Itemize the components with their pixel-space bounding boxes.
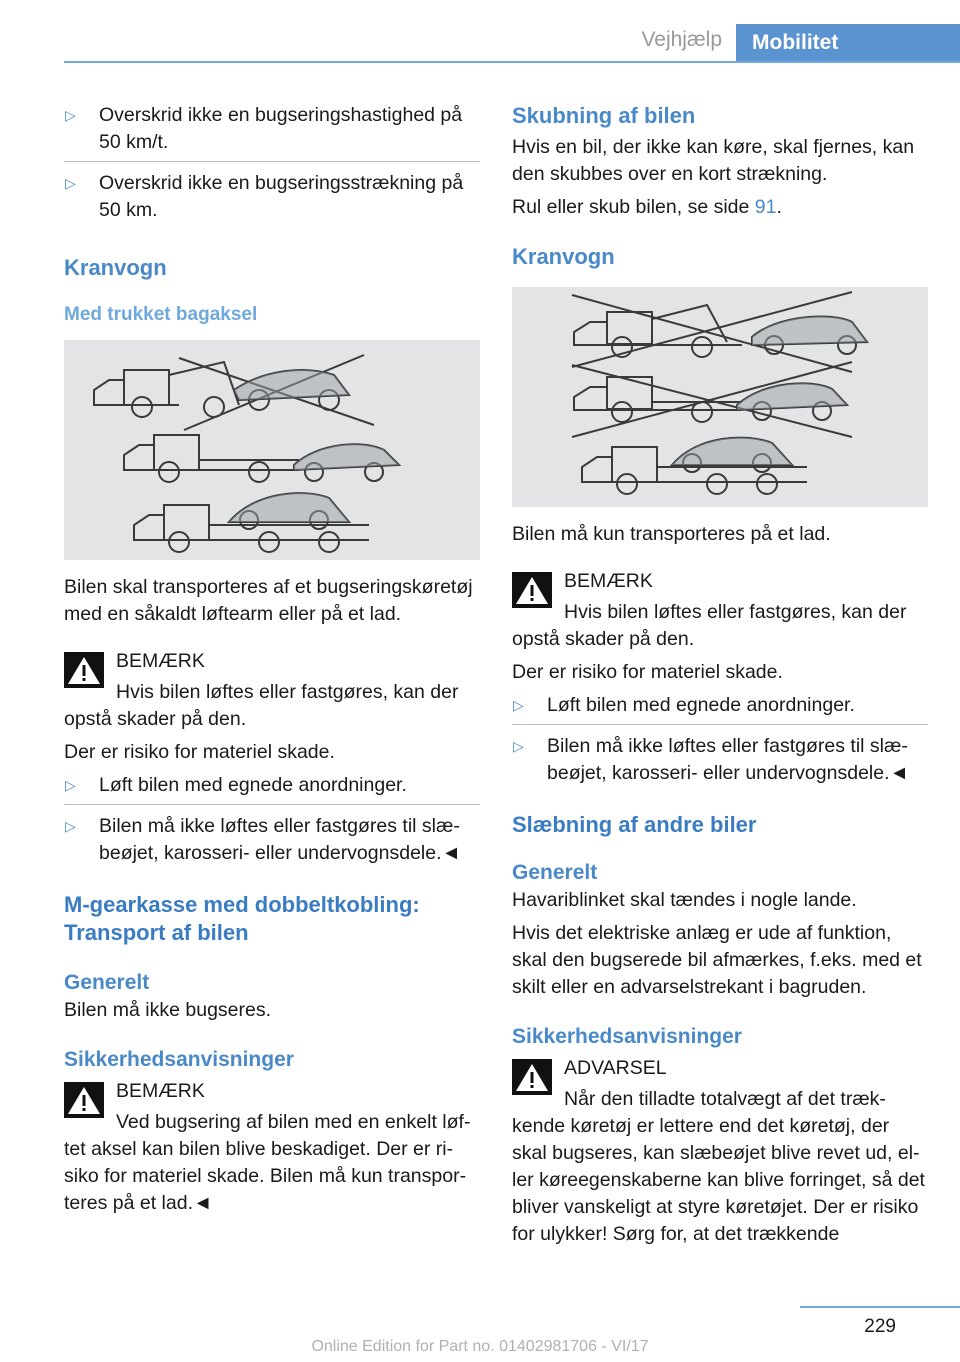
list-item: ▷ Bilen må ikke løftes eller fastgøres til slæbeøjet, karosseri- eller undervognsdele.◄ (513, 735, 909, 784)
tow-truck-drawing (64, 340, 480, 560)
right-column (512, 100, 928, 1248)
subsection-title: Med trukket bagaksel (64, 304, 258, 325)
warning-triangle-icon (64, 652, 104, 688)
body-text: Bilen må ikke bugseres. (64, 999, 272, 1021)
body-text: Havariblinket skal tændes i nogle lande. (512, 889, 857, 911)
list-item: ▷ Overskrid ikke en bugseringsstrækning på 50 km. (65, 172, 464, 221)
page-header (0, 24, 960, 62)
tow-truck-illustration (64, 340, 480, 560)
list-item: ▷ Bilen må ikke løftes eller fastgøres til slæbeøjet, karosseri- eller undervognsdele.◄ (65, 815, 461, 864)
chapter-tab-active[interactable]: Mobilitet (736, 24, 960, 62)
warning-triangle-icon (512, 572, 552, 608)
section-title: M-gearkasse med dobbeltkobling: Transport af bilen (64, 892, 420, 945)
subsection-title: Generelt (512, 861, 598, 884)
triangle-right-icon: ▷ (65, 777, 76, 793)
warning-box (512, 1055, 928, 1248)
header-rule (64, 61, 960, 63)
notice-text: Ved bugsering af bilen med en enkelt løftet aksel kan bilen blive beskadiget. Der er risiko for materiel skade. Bilen må kun transporteres på et lad.◄ (64, 1111, 471, 1214)
triangle-right-icon: ▷ (65, 175, 76, 191)
section-title: Skubning af bilen (512, 103, 696, 128)
page-link[interactable]: 91 (754, 196, 777, 218)
triangle-right-icon: ▷ (65, 818, 76, 834)
figure-caption: Bilen skal transporteres af et bugseringskøretøj med en såkaldt løftearm eller på et lad. (64, 576, 473, 625)
triangle-right-icon: ▷ (65, 107, 76, 123)
left-column (64, 100, 480, 1217)
notice-box (64, 1078, 480, 1217)
notice-label: BEMÆRK (116, 1080, 205, 1102)
section-title: Slæbning af andre biler (512, 812, 757, 837)
notice-box (512, 568, 928, 653)
edition-footer: Online Edition for Part no. 01402981706 - VI/17 (311, 1338, 649, 1355)
notice-box (64, 648, 480, 733)
list-item: ▷ Løft bilen med egnede anordninger. (512, 692, 928, 725)
flatbed-truck-illustration (512, 287, 928, 507)
section-title: Kranvogn (512, 244, 615, 269)
subsection-title: Sikkerhedsanvisninger (64, 1048, 294, 1071)
triangle-right-icon: ▷ (513, 738, 524, 754)
warning-text: Når den tilladte totalvægt af det trækkende køretøj er lettere end det køretøj, der skal bugseres, kan slæbeøjet blive revet ud, eller køreegenskaberne kan blive forringet, så det bliver vanskeligt at styre køretøjet. Der er risiko for ulykker! Sørg for, at det trækkende (512, 1088, 925, 1245)
notice-text: Hvis bilen løftes eller fastgøres, kan der opstå skader på den. (64, 681, 459, 730)
notice-text: Hvis bilen løftes eller fastgøres, kan der opstå skader på den. (512, 601, 907, 650)
body-text: Hvis det elektriske anlæg er ude af funktion, skal den bugserede bil afmærkes, f.eks. med et skilt eller en advarselstrekant i bagruden. (512, 922, 922, 998)
section-tab[interactable]: Vejhjælp (641, 28, 722, 51)
triangle-right-icon: ▷ (513, 697, 524, 713)
warning-triangle-icon (512, 1059, 552, 1095)
subsection-title: Sikkerhedsanvisninger (512, 1025, 742, 1048)
notice-label: BEMÆRK (116, 650, 205, 672)
page-reference: Rul eller skub bilen, se side 91. (512, 196, 782, 218)
body-text: Hvis en bil, der ikke kan køre, skal fjernes, kan den skubbes over en kort strækning. (512, 136, 915, 185)
warning-label: ADVARSEL (564, 1057, 667, 1079)
subsection-title: Generelt (64, 971, 150, 994)
footer-rule (800, 1306, 960, 1308)
list-item: ▷ Overskrid ikke en bugseringshastighed på 50 km/t. (64, 102, 480, 162)
flatbed-truck-drawing (512, 287, 928, 507)
list-item: ▷ Løft bilen med egnede anordninger. (64, 772, 480, 805)
warning-triangle-icon (64, 1082, 104, 1118)
figure-caption: Bilen må kun transporteres på et lad. (512, 523, 831, 545)
page-number: 229 (864, 1316, 896, 1337)
section-title: Kranvogn (64, 255, 167, 280)
notice-risk: Der er risiko for materiel skade. (512, 661, 783, 683)
notice-label: BEMÆRK (564, 570, 653, 592)
notice-risk: Der er risiko for materiel skade. (64, 741, 335, 763)
